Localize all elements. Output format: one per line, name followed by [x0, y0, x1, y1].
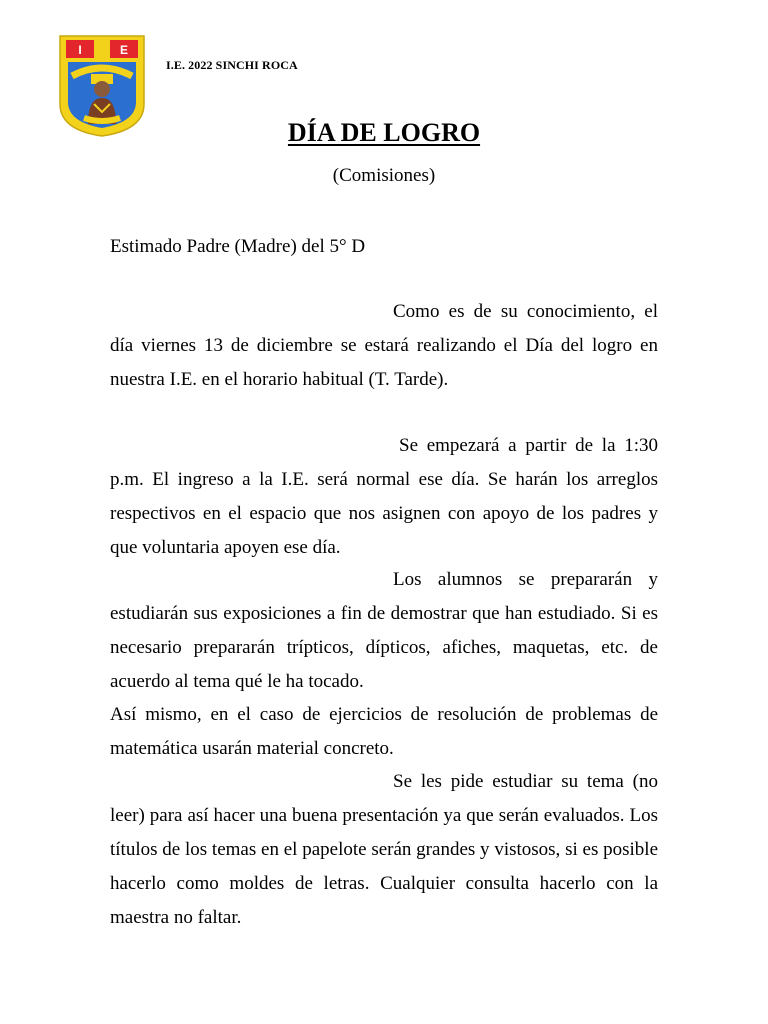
document-title: DÍA DE LOGRO [287, 118, 481, 147]
logo-letter-e: E [119, 43, 129, 57]
paragraph-1: Como es de su conocimiento, el día viernes 13 de diciembre se estará realizando el Día del logro en nuestra I.E. en el horario habitual (T. Tarde). [110, 301, 658, 390]
salutation: Estimado Padre (Madre) del 5° D [110, 236, 366, 257]
paragraph-4: Así mismo, en el caso de ejercicios de resolución de problemas de matemática usarán material concreto. [110, 704, 658, 759]
paragraph-5: Se les pide estudiar su tema (no leer) para así hacer una buena presentación ya que serán evaluados. Los títulos de los temas en el papelote serán grandes y vistosos, si es posible hacerlo como moldes de letras. Cualquier consulta hacerlo con la maestra no faltar. [110, 771, 658, 928]
logo-letter-i: I [78, 43, 82, 57]
school-name: I.E. 2022 SINCHI ROCA [166, 58, 298, 72]
paragraph-2: Se empezará a partir de la 1:30 p.m. El ingreso a la I.E. será normal ese día. Se harán los arreglos respectivos en el espacio que nos asignen con apoyo de los padres y que voluntaria apoyen ese día. [110, 435, 658, 558]
document-subtitle: (Comisiones) [332, 165, 436, 186]
paragraph-3: Los alumnos se prepararán y estudiarán sus exposiciones a fin de demostrar que han estudiado. Si es necesario prepararán trípticos, dípticos, afiches, maquetas, etc. de acuerdo al tema qué le ha tocado. [110, 569, 658, 692]
